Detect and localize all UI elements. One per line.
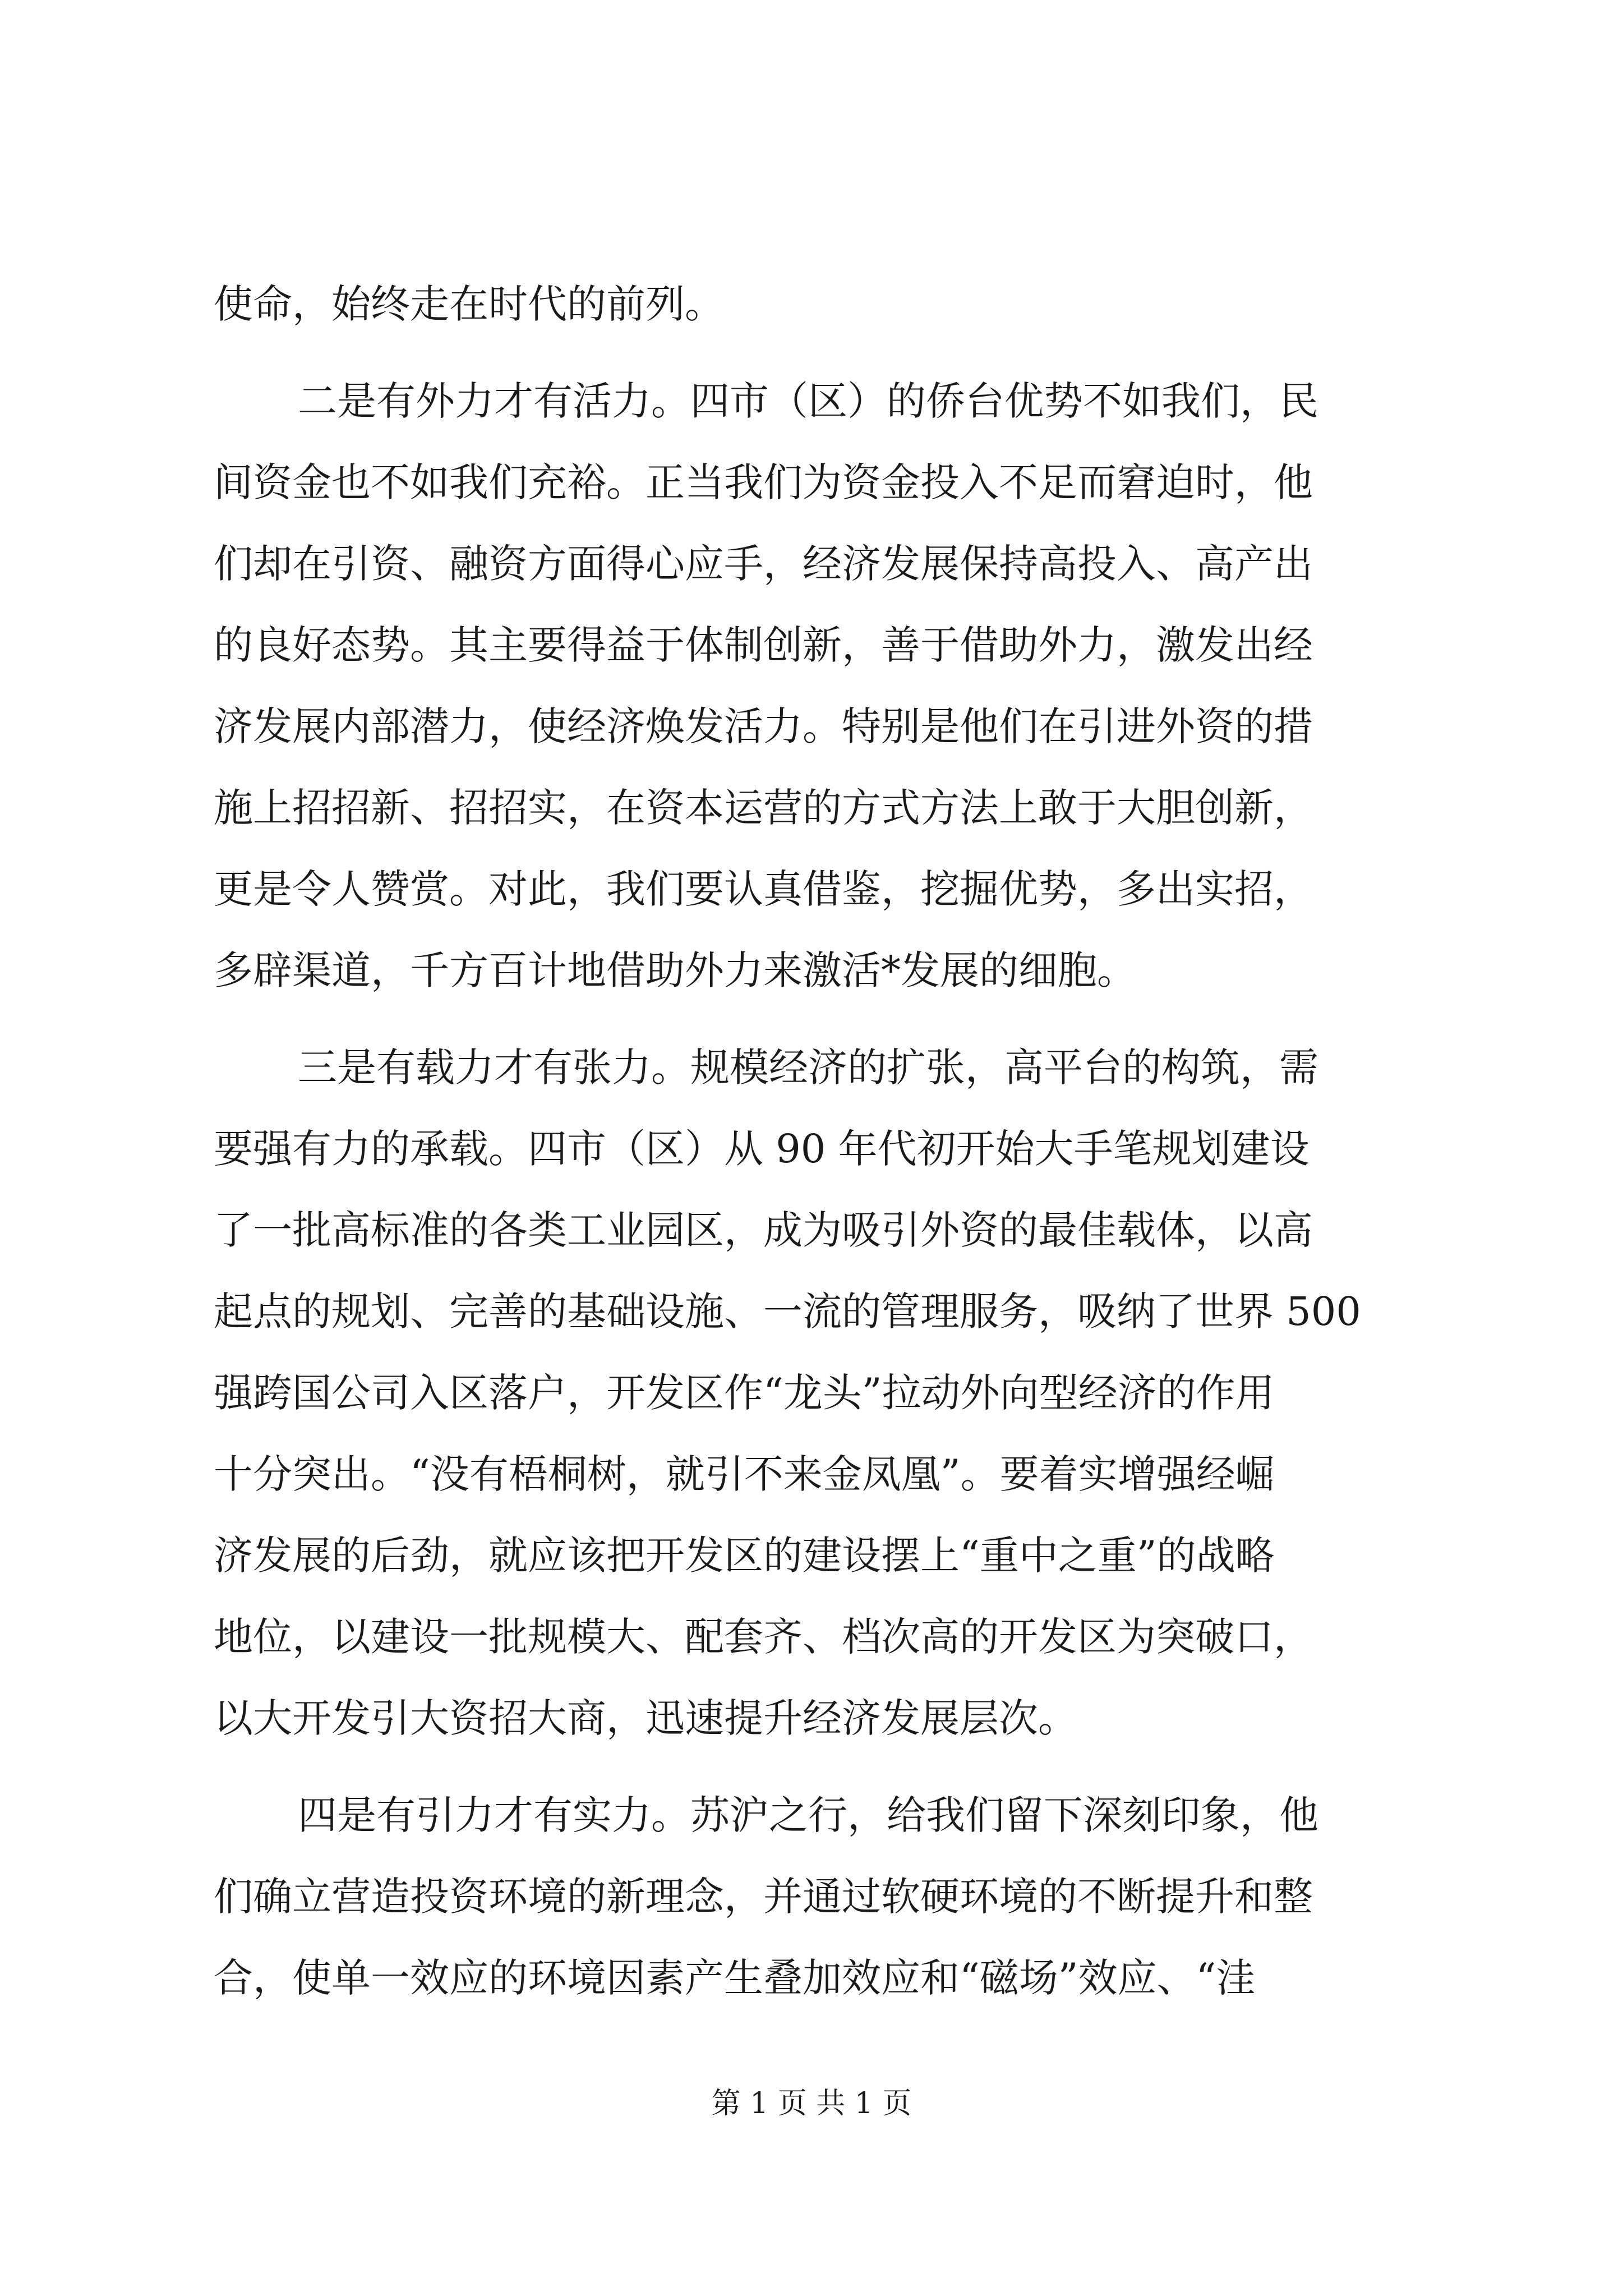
text-line: 们却在引资、融资方面得心应手，经济发展保持高投入、高产出	[214, 541, 1313, 587]
text-line: 的良好态势。其主要得益于体制创新，善于借助外力，激发出经	[214, 622, 1313, 668]
text-line: 强跨国公司入区落户，开发区作“龙头”拉动外向型经济的作用	[214, 1370, 1275, 1416]
text-line: 起点的规划、完善的基础设施、一流的管理服务，吸纳了世界 500	[214, 1289, 1361, 1335]
text-line: 要强有力的承载。四市（区）从 90 年代初开始大手笔规划建设	[214, 1126, 1310, 1172]
text-line: 济发展的后劲，就应该把开发区的建设摆上“重中之重”的战略	[214, 1533, 1275, 1579]
text-line: 们确立营造投资环境的新理念，并通过软硬环境的不断提升和整	[214, 1874, 1313, 1920]
text-line: 使命，始终走在时代的前列。	[214, 281, 724, 327]
text-line: 济发展内部潜力，使经济焕发活力。特别是他们在引进外资的措	[214, 703, 1313, 749]
paragraph-start-line: 四是有引力才有实力。苏沪之行，给我们留下深刻印象，他	[298, 1792, 1318, 1838]
text-line: 合，使单一效应的环境因素产生叠加效应和“磁场”效应、“洼	[214, 1955, 1256, 2001]
page-number-footer: 第 1 页 共 1 页	[711, 2087, 912, 2120]
text-line: 施上招招新、招招实，在资本运营的方式方法上敢于大胆创新，	[214, 785, 1313, 831]
document-body	[214, 264, 1403, 2019]
text-line: 多辟渠道，千方百计地借助外力来激活*发展的细胞。	[214, 947, 1136, 993]
text-line: 更是令人赞赏。对此，我们要认真借鉴，挖掘优势，多出实招，	[214, 866, 1313, 912]
paragraph-start-line: 二是有外力才有活力。四市（区）的侨台优势不如我们，民	[298, 378, 1318, 424]
text-line: 以大开发引大资招大商，迅速提升经济发展层次。	[214, 1695, 1077, 1741]
text-line: 十分突出。“没有梧桐树，就引不来金凤凰”。要着实增强经崛	[214, 1451, 1275, 1497]
text-line: 间资金也不如我们充裕。正当我们为资金投入不足而窘迫时，他	[214, 459, 1313, 505]
text-line: 了一批高标准的各类工业园区，成为吸引外资的最佳载体，以高	[214, 1207, 1313, 1253]
text-line: 地位，以建设一批规模大、配套齐、档次高的开发区为突破口，	[214, 1614, 1313, 1660]
paragraph-start-line: 三是有载力才有张力。规模经济的扩张，高平台的构筑，需	[298, 1045, 1318, 1091]
